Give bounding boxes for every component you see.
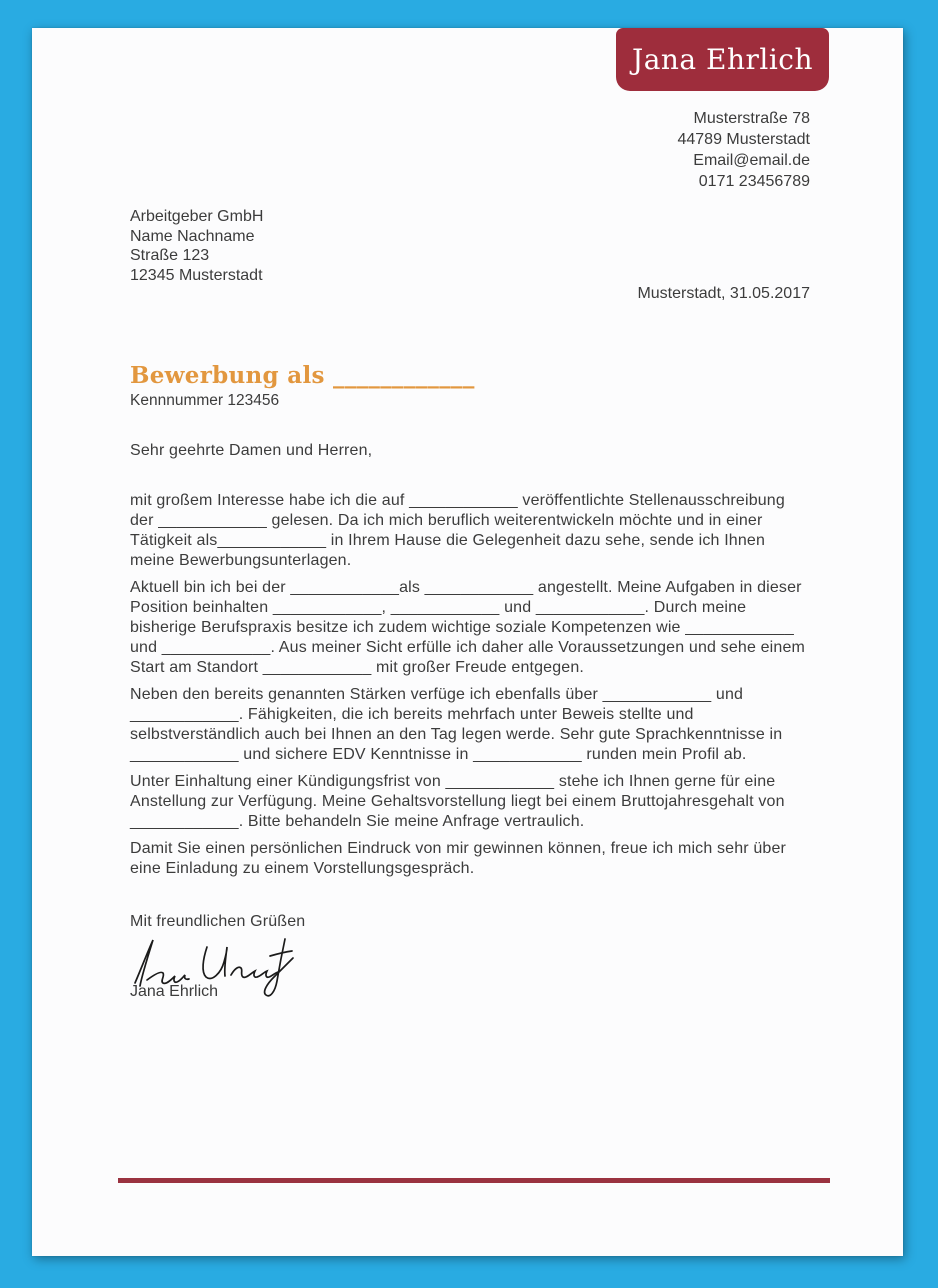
sender-city: 44789 Musterstadt [677, 131, 810, 148]
date-line: Musterstadt, 31.05.2017 [637, 285, 810, 302]
sender-street: Musterstraße 78 [693, 110, 810, 127]
recipient-company: Arbeitgeber GmbH [130, 208, 264, 225]
recipient-address-block [130, 207, 263, 285]
header-name-box [616, 28, 829, 91]
recipient-name: Name Nachname [130, 227, 255, 245]
footer-rule [118, 1178, 830, 1183]
recipient-city: 12345 Musterstadt [130, 266, 263, 284]
letter-page [32, 28, 903, 1256]
recipient-street: Straße 123 [130, 247, 210, 264]
closing: Mit freundlichen Grüßen [130, 913, 306, 930]
reference-number: Kennnummer 123456 [130, 392, 280, 409]
paragraph-strengths: Neben den bereits genannten Stärken verfüge ich ebenfalls über ____________ und ____________. Fähigkeiten, die ich bereits mehrfach unter Beweis stellte und selbstverständlich auch bei Ihnen an den Tag legen werde. Sehr gute Sprachkenntnisse in ____________ und sichere EDV Kenntnisse in ____________ runden mein Profil ab. [130, 686, 783, 763]
subject-heading: Bewerbung als ____________ [130, 362, 475, 389]
greeting: Sehr geehrte Damen und Herren, [130, 442, 373, 459]
letter-body [130, 441, 808, 932]
header-name: Jana Ehrlich [631, 43, 814, 76]
paragraph-notice-salary: Unter Einhaltung einer Kündigungsfrist von ____________ stehe ich Ihnen gerne für eine Anstellung zur Verfügung. Meine Gehaltsvorstellung liegt bei einem Bruttojahresgehalt von ____________. Bitte behandeln Sie meine Anfrage vertraulich. [130, 773, 785, 830]
sender-phone: 0171 23456789 [698, 173, 810, 190]
paragraph-invitation: Damit Sie einen persönlichen Eindruck von mir gewinnen können, freue ich mich sehr über eine Einladung zu einem Vorstellungsgespräch. [130, 840, 787, 877]
signature-name: Jana Ehrlich [130, 983, 219, 1000]
paragraph-interest: mit großem Interesse habe ich die auf ____________ veröffentlichte Stellenausschreibung der ____________ gelesen. Da ich mich beruflich weiterentwickeln möchte und in einer Tätigkeit als____________ in Ihrem Hause die Gelegenheit dazu sehe, sende ich Ihnen meine Bewerbungsunterlagen. [130, 492, 785, 569]
paragraph-current-position: Aktuell bin ich bei der ____________als ____________ angestellt. Meine Aufgaben in dieser Position beinhalten ____________, ____________ und ____________. Durch meine bisherige Berufspraxis besitze ich zudem wichtige soziale Kompetenzen wie ____________ und ____________. Aus meiner Sicht erfülle ich daher alle Voraussetzungen und sehe einem Start am Standort ____________ mit großer Freude entgegen. [130, 579, 805, 676]
sender-address-block [677, 108, 810, 192]
sender-email: Email@email.de [693, 152, 810, 169]
